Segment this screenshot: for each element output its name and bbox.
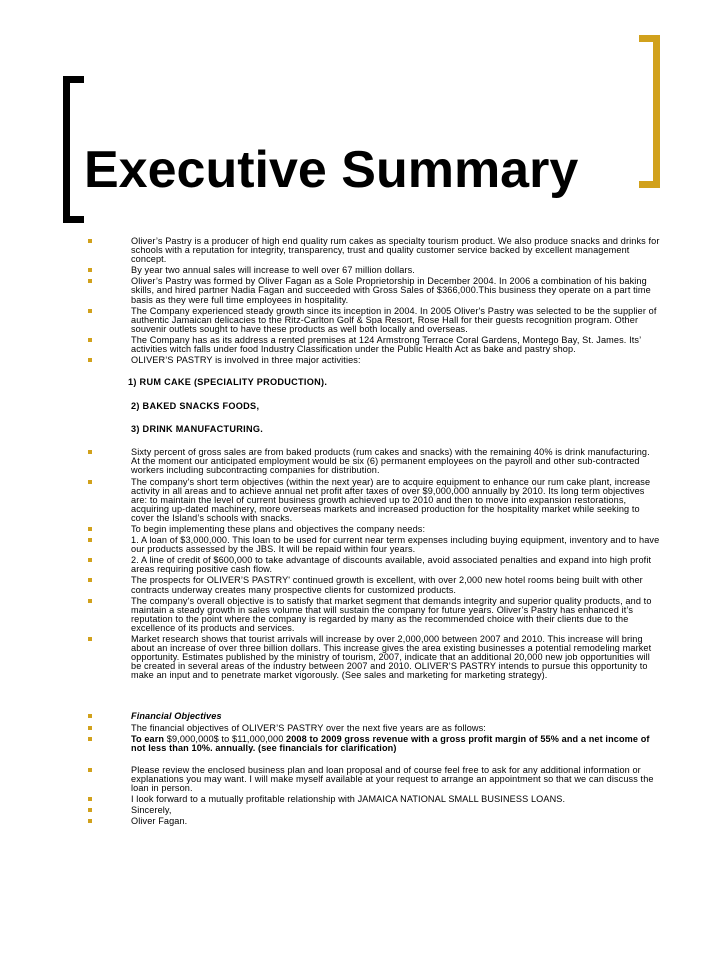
paragraph-text: Oliver’s Pastry is a producer of high end quality rum cakes as specialty tourism product. We also produce snacks and drinks for schools with a reputation for integrity, transparency, trust and quality customer service backed by excellent management concept. (131, 236, 660, 265)
bullet-icon (88, 268, 92, 272)
paragraph-text: Sixty percent of gross sales are from baked products (rum cakes and snacks) with the remaining 40% is drink manufacturing. At the moment our anticipated employment would be six (6) permanent employees on the payroll and other sub-contracted workers including subcontracting companies for distribution. (131, 447, 650, 476)
right-bracket-bottom (639, 181, 660, 188)
list-item (88, 795, 660, 804)
bullet-icon (88, 480, 92, 484)
activity-item: 3) DRINK MANUFACTURING. (131, 424, 264, 435)
bullet-icon (88, 358, 92, 362)
list-item (88, 556, 660, 574)
bullet-icon (88, 309, 92, 313)
list-item (88, 277, 660, 304)
financial-target-range: $9,000,000$ to $11,000,000 (164, 733, 287, 744)
paragraph-text: Sincerely, (131, 805, 172, 816)
list-item (88, 724, 660, 733)
page-title: Executive Summary (84, 141, 579, 199)
list-item (88, 356, 660, 365)
bullet-icon (88, 450, 92, 454)
paragraph-text: I look forward to a mutually profitable relationship with JAMAICA NATIONAL SMALL BUSINESS LOANS. (131, 794, 566, 805)
paragraph-text: The Company experienced steady growth since its inception in 2004. In 2005 Oliver's Pastry was selected to be the supplier of authentic Jamaican delicacies to the Ritz-Carlton Golf & Spa Resort, Rose Hall for their guests recognition program. Other souvenir outlets sought to have these products as well both locally and overseas. (131, 305, 657, 334)
bullet-icon (88, 599, 92, 603)
list-item (88, 735, 660, 753)
bullet-icon (88, 527, 92, 531)
paragraph-text: Please review the enclosed business plan and loan proposal and of course feel free to ask for any additional information or explanations you may want. I will make myself available at your request to arrange an appointment so that we can discuss the loan in person. (131, 764, 654, 794)
bullet-icon (88, 239, 92, 243)
bullet-icon (88, 808, 92, 812)
left-bracket-top (63, 76, 84, 83)
list-item (88, 237, 660, 264)
bullet-icon (88, 338, 92, 342)
list-item (88, 525, 660, 534)
activity-item: 1) RUM CAKE (SPECIALITY PRODUCTION). (128, 377, 328, 388)
signature-name: Oliver Fagan. (131, 816, 188, 827)
paragraph-text: The financial objectives of OLIVER’S PASTRY over the next five years are as follows: (131, 722, 486, 733)
right-bracket-top (639, 35, 660, 42)
list-item (88, 336, 660, 354)
list-item (88, 576, 660, 594)
bullet-icon (88, 714, 92, 718)
bullet-icon (88, 797, 92, 801)
bullet-icon (88, 637, 92, 641)
list-item (88, 536, 660, 554)
paragraph-text: Market research shows that tourist arrivals will increase by over 2,000,000 between 2007 and 2010. This increase will bring about an increase of over three billion dollars. This increase gives the area existing businesses a potential remodeling market opportunity. Estimates published by the ministry of tourism, 2007, indicate that an additional 20,000 new job opportunities will be created in several areas of the industry between 2007 and 2010. OLIVER’S PASTRY intends to pursue this opportunity to make an input and to penetrate market vigorously. (See sales and marketing for marketing strategy). (131, 634, 652, 681)
financial-target-lead: To earn (131, 733, 165, 744)
paragraph-text: The prospects for OLIVER’S PASTRY' continued growth is excellent, with over 2,000 new hotel rooms being built with other contracts underway creates many prospective clients for customized products. (131, 575, 643, 595)
paragraph-text: The Company has as its address a rented premises at 124 Armstrong Terrace Coral Gardens, Montego Bay, St. James. Its’ activities witch falls under food Industry Classification under the Public Health Act as bake and pastry shop. (131, 334, 641, 355)
list-item (88, 817, 660, 826)
spacer (88, 682, 660, 712)
list-item (88, 448, 660, 475)
paragraph-text: To begin implementing these plans and objectives the company needs: (131, 523, 426, 534)
paragraph-text: Oliver’s Pastry was formed by Oliver Fagan as a Sole Proprietorship in December 2004. In 2006 a combination of his baking skills, and hired partner Nadia Fagan and succeeded with Gross Sales of $366,000.This business they operate on a part time basis as they were full time employees in hospitality. (131, 276, 651, 305)
left-bracket-vertical (63, 76, 70, 223)
bullet-icon (88, 578, 92, 582)
list-item (88, 712, 660, 721)
right-bracket-vertical (653, 35, 660, 188)
paragraph-text: The company's overall objective is to satisfy that market segment that demands integrity and superior quality products, and to maintain a steady growth in sales volume that will sustain the company for future years. Oliver’s Pastry has enhanced it’s reputation to the point where the company is regarded by many as the recommended choice with their clients due to the excellence of its products and services. (131, 595, 652, 633)
list-item (88, 597, 660, 633)
bullet-icon (88, 279, 92, 283)
financial-target-rest: 2008 to 2009 gross revenue with a gross profit margin of 55% and a net income of not less than 10%. annually. (see financials for clarification) (131, 733, 650, 753)
paragraph-text: The company's short term objectives (within the next year) are to acquire equipment to enhance our rum cake plant, increase activity in all areas and to achieve annual net profit after taxes of over $9,000,000 annually by 2010. Its long term objectives are: to maintain the level of current business growth achieved up to 2010 and then to move into expansion restorations, acquiring up-dated machinery, more overseas markets and increased production for the hospitality market while seeking to cover the Island’s schools with snacks. (131, 476, 651, 523)
list-item (88, 806, 660, 815)
list-item (88, 635, 660, 680)
bullet-icon (88, 726, 92, 730)
bullet-icon (88, 768, 92, 772)
bullet-icon (88, 558, 92, 562)
list-item (88, 478, 660, 523)
financial-heading: Financial Objectives (131, 711, 222, 722)
bullet-icon (88, 819, 92, 823)
bullet-icon (88, 737, 92, 741)
paragraph-text: By year two annual sales will increase to well over 67 million dollars. (131, 265, 415, 276)
left-bracket-bottom (63, 216, 84, 223)
activity-item: 2) BAKED SNACKS FOODS, (131, 401, 260, 412)
list-item (88, 266, 660, 275)
paragraph-text: OLIVER’S PASTRY is involved in three major activities: (131, 355, 361, 366)
summary-body (88, 237, 660, 828)
paragraph-text: 2. A line of credit of $600,000 to take advantage of discounts available, avoid associated penalties and expand into high profit areas requiring positive cash flow. (131, 555, 652, 575)
bullet-icon (88, 538, 92, 542)
paragraph-text: 1. A loan of $3,000,000. This loan to be used for current near term expenses including buying equipment, inventory and to have our products assessed by the JBS. It will be repaid within four years. (131, 535, 660, 555)
list-item (88, 766, 660, 793)
list-item (88, 307, 660, 334)
